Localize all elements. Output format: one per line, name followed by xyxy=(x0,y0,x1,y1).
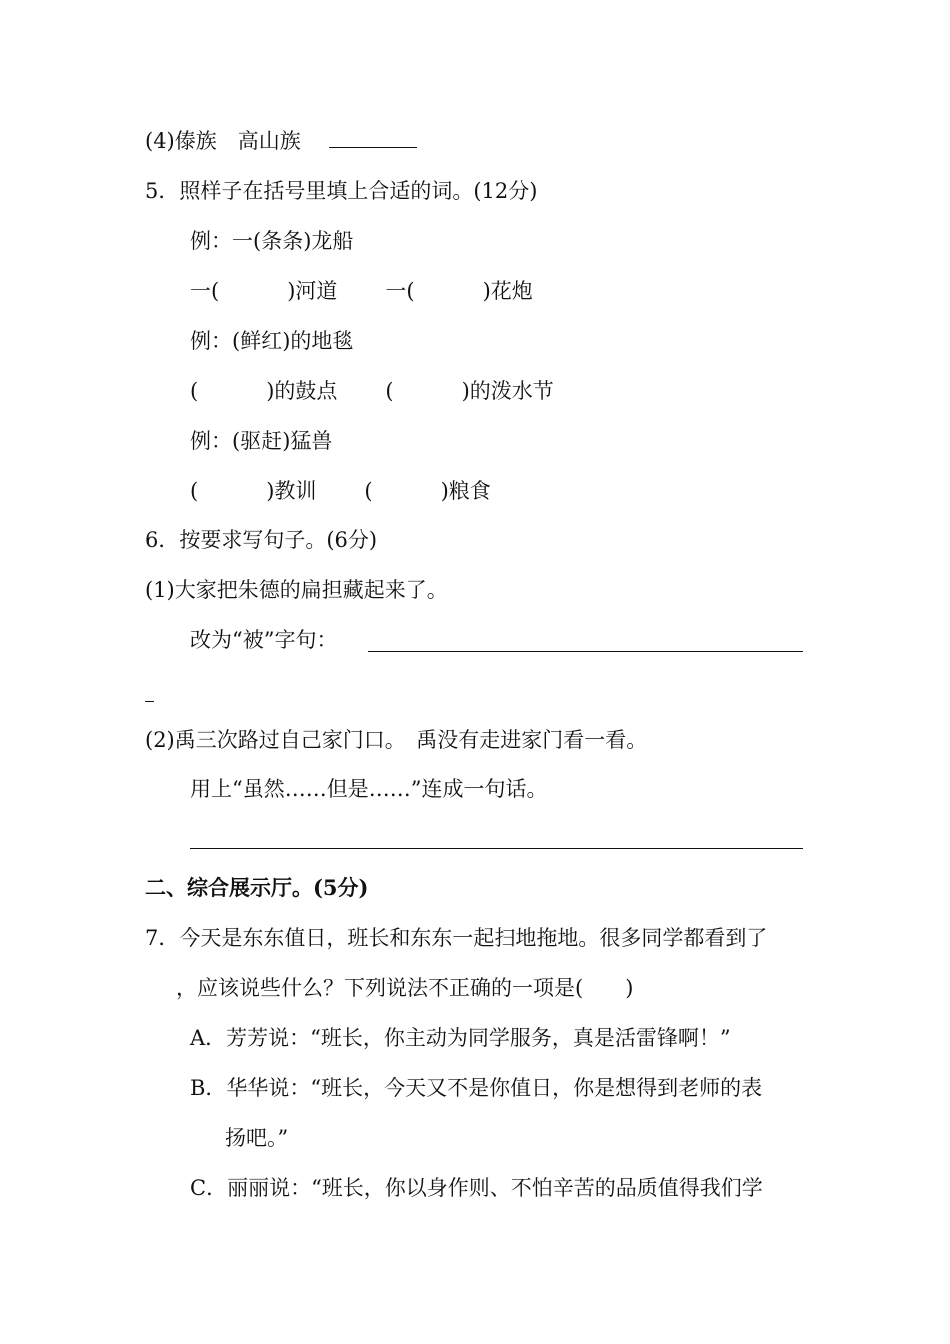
q4-item-4 xyxy=(145,126,417,156)
q5-example-3: 例：(驱赶)猛兽 xyxy=(190,429,333,453)
option-b[interactable]: B．华华说：“班长，今天又不是你值日，你是想得到老师的表 xyxy=(190,1076,763,1100)
answer-line-1-overflow xyxy=(145,701,154,702)
question-6-title: 6．按要求写句子。(6分) xyxy=(145,528,378,552)
q6-sentence-2: (2)禹三次路过自己家门口。 禹没有走进家门看一看。 xyxy=(145,728,648,752)
option-c[interactable]: C．丽丽说：“班长，你以身作则、不怕辛苦的品质值得我们学 xyxy=(190,1176,763,1200)
q6-sentence-1: (1)大家把朱德的扁担藏起来了。 xyxy=(145,578,448,602)
option-a[interactable]: A．芳芳说：“班长，你主动为同学服务，真是活雷锋啊！” xyxy=(190,1026,731,1050)
q6-instruction-1: 改为“被”字句： xyxy=(190,628,338,652)
answer-line-2[interactable] xyxy=(190,848,803,849)
section-2-title: 二、综合展示厅。(5分) xyxy=(145,875,369,900)
question-7-stem: 7．今天是东东值日，班长和东东一起扫地拖地。很多同学都看到了 xyxy=(145,926,768,950)
option-b-cont: 扬吧。” xyxy=(225,1126,289,1150)
answer-blank[interactable] xyxy=(329,147,417,148)
answer-line-1[interactable] xyxy=(368,651,803,652)
q4-item-4-text: (4)傣族 高山族 xyxy=(145,129,301,153)
question-7-stem-cont: ，应该说些什么？下列说法不正确的一项是( ) xyxy=(176,976,634,1000)
question-5-title: 5．照样子在括号里填上合适的词。(12分) xyxy=(145,179,538,203)
q5-row-3: ( )教训 ( )粮食 xyxy=(190,479,491,503)
q6-instruction-2: 用上“虽然……但是……”连成一句话。 xyxy=(190,777,548,801)
q5-row-1: 一( )河道 一( )花炮 xyxy=(190,279,533,303)
q5-row-2: ( )的鼓点 ( )的泼水节 xyxy=(190,379,554,403)
q5-example-2: 例：(鲜红)的地毯 xyxy=(190,329,354,353)
q5-example-1: 例：一(条条)龙船 xyxy=(190,229,354,253)
